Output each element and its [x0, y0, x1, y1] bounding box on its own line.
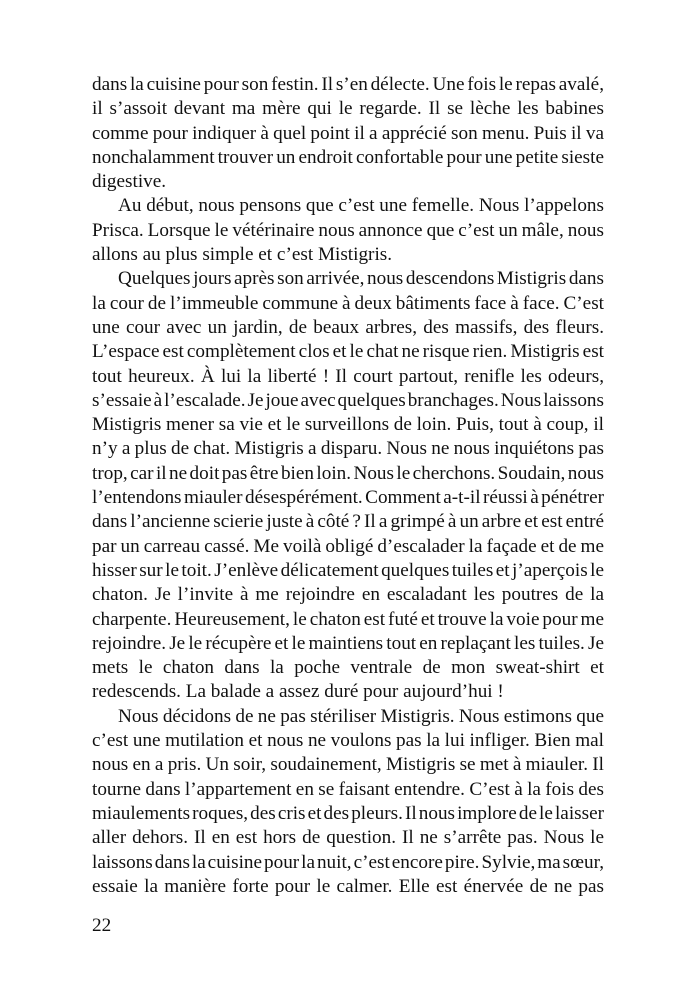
text-line: la cour de l’immeuble commune à deux bâtiments face à face. C’est: [92, 292, 604, 314]
text-line: charpente. Heureusement, le chaton est futé et trouve la voie pour me: [92, 608, 604, 630]
text-line: redescends. La balade a assez duré pour aujourd’hui !: [92, 681, 504, 703]
text-line: s’essaie à l’escalade. Je joue avec quelques branchages. Nous laissons: [92, 389, 604, 411]
text-line: Prisca. Lorsque le vétérinaire nous annonce que c’est un mâle, nous: [92, 219, 604, 241]
text-line: nonchalamment trouver un endroit confortable pour une petite sieste: [92, 146, 604, 168]
text-line: l’entendons miauler désespérément. Comment a-t-il réussi à pénétrer: [92, 487, 604, 509]
text-line: mets le chaton dans la poche ventrale de mon sweat-shirt et: [92, 657, 604, 679]
text-line: L’espace est complètement clos et le chat ne risque rien. Mistigris est: [92, 341, 604, 363]
text-line: comme pour indiquer à quel point il a apprécié son menu. Puis il va: [92, 122, 604, 144]
text-line: laissons dans la cuisine pour la nuit, c’est encore pire. Sylvie, ma sœur,: [92, 851, 604, 873]
text-line: tout heureux. À lui la liberté ! Il court partout, renifle les odeurs,: [92, 365, 604, 387]
text-line: Quelques jours après son arrivée, nous descendons Mistigris dans: [118, 268, 604, 290]
text-line: par un carreau cassé. Me voilà obligé d’escalader la façade et de me: [92, 535, 604, 557]
text-line: Au début, nous pensons que c’est une femelle. Nous l’appelons: [118, 195, 604, 217]
text-line: nous en a pris. Un soir, soudainement, Mistigris se met à miauler. Il: [92, 754, 604, 776]
text-line: dans la cuisine pour son festin. Il s’en délecte. Une fois le repas avalé,: [92, 74, 604, 95]
text-line: hisser sur le toit. J’enlève délicatement quelques tuiles et j’aperçois le: [92, 559, 604, 581]
text-line: Nous décidons de ne pas stériliser Mistigris. Nous estimons que: [118, 705, 604, 727]
text-line: n’y a plus de chat. Mistigris a disparu. Nous ne nous inquiétons pas: [92, 438, 604, 460]
text-line: Mistigris mener sa vie et le surveillons de loin. Puis, tout à coup, il: [92, 414, 604, 436]
text-line: allons au plus simple et c’est Mistigris.: [92, 244, 393, 266]
text-line: aller dehors. Il en est hors de question. Il ne s’arrête pas. Nous le: [92, 827, 604, 849]
text-line: tourne dans l’appartement en se faisant entendre. C’est à la fois des: [92, 778, 604, 800]
text-line: chaton. Je l’invite à me rejoindre en escaladant les poutres de la: [92, 584, 604, 606]
text-line: une cour avec un jardin, de beaux arbres, des massifs, des fleurs.: [92, 316, 604, 338]
text-line: digestive.: [92, 171, 167, 193]
text-line: il s’assoit devant ma mère qui le regarde. Il se lèche les babines: [92, 98, 604, 120]
text-line: essaie la manière forte pour le calmer. Elle est énervée de ne pas: [92, 875, 604, 897]
page-body-text: [92, 73, 604, 899]
text-line: c’est une mutilation et nous ne voulons pas la lui infliger. Bien mal: [92, 730, 604, 752]
text-line: miaulements roques, des cris et des pleurs. Il nous implore de le laisser: [92, 802, 604, 824]
text-line: rejoindre. Je le récupère et le maintiens tout en replaçant les tuiles. Je: [92, 632, 604, 654]
page-number: 22: [92, 915, 112, 936]
text-line: dans l’ancienne scierie juste à côté ? Il a grimpé à un arbre et est entré: [92, 511, 604, 533]
text-line: trop, car il ne doit pas être bien loin. Nous le cherchons. Soudain, nous: [92, 462, 604, 484]
